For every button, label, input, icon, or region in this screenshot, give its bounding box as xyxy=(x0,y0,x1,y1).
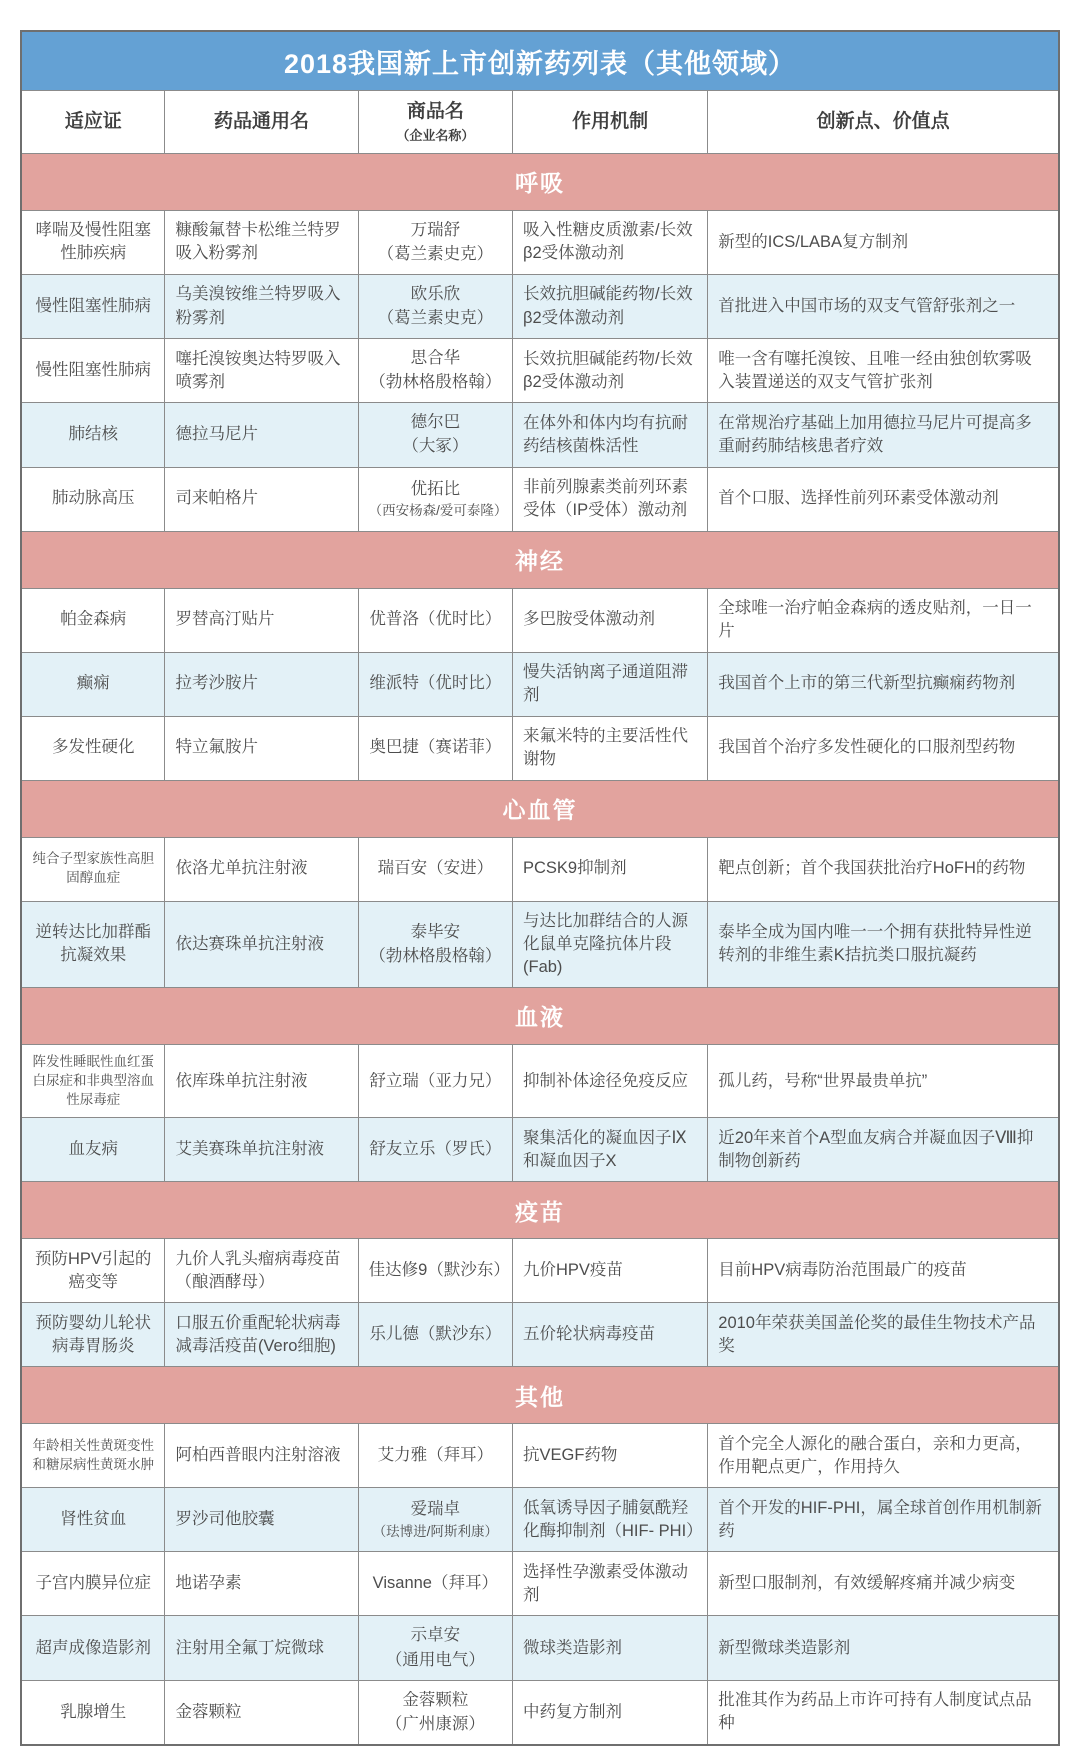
column-header-label: 药品通用名 xyxy=(214,110,310,132)
indication-cell: 肾性贫血 xyxy=(22,1487,164,1551)
brand-name: 艾力雅（拜耳） xyxy=(377,1446,494,1465)
indication-cell: 慢性阻塞性肺病 xyxy=(22,338,164,402)
table-row xyxy=(22,837,1058,901)
generic-name-cell: 乌美溴铵维兰特罗吸入粉雾剂 xyxy=(164,274,357,338)
generic-name-cell: 罗替高汀贴片 xyxy=(164,588,357,652)
column-header-label: 商品名 xyxy=(406,101,464,122)
innovative-drugs-table xyxy=(20,30,1060,1746)
mechanism-cell: 长效抗胆碱能药物/长效β2受体激动剂 xyxy=(512,274,707,338)
indication-cell: 阵发性睡眠性血红蛋白尿症和非典型溶血性尿毒症 xyxy=(22,1044,164,1118)
innovation-cell: 在常规治疗基础上加用德拉马尼片可提高多重耐药肺结核患者疗效 xyxy=(707,402,1058,466)
innovation-cell: 目前HPV病毒防治范围最广的疫苗 xyxy=(707,1238,1058,1302)
generic-name-cell: 依达赛珠单抗注射液 xyxy=(164,901,357,987)
innovation-cell: 新型的ICS/LABA复方制剂 xyxy=(707,210,1058,274)
generic-name-cell: 特立氟胺片 xyxy=(164,716,357,780)
mechanism-cell: 中药复方制剂 xyxy=(512,1680,707,1744)
brand-name-cell xyxy=(358,901,512,987)
brand-name: 示卓安 xyxy=(410,1626,461,1645)
generic-name-cell: 噻托溴铵奥达特罗吸入喷雾剂 xyxy=(164,338,357,402)
brand-name: 欧乐欣 xyxy=(410,284,461,303)
company-name: （勃林格殷格翰） xyxy=(369,946,502,965)
brand-name-cell xyxy=(358,467,512,531)
innovation-cell: 孤儿药，号称“世界最贵单抗” xyxy=(707,1044,1058,1118)
innovation-cell: 新型微球类造影剂 xyxy=(707,1615,1058,1679)
brand-name: 舒立瑞（亚力兄） xyxy=(369,1071,502,1090)
generic-name-cell: 依库珠单抗注射液 xyxy=(164,1044,357,1118)
indication-cell: 慢性阻塞性肺病 xyxy=(22,274,164,338)
mechanism-cell: 在体外和体内均有抗耐药结核菌株活性 xyxy=(512,402,707,466)
generic-name-cell: 金蓉颗粒 xyxy=(164,1680,357,1744)
generic-name-cell: 口服五价重配轮状病毒减毒活疫苗(Vero细胞) xyxy=(164,1302,357,1366)
brand-name: 优普洛（优时比） xyxy=(369,610,502,629)
section-header-心血管: 心血管 xyxy=(22,780,1058,837)
brand-name-cell xyxy=(358,274,512,338)
table-row xyxy=(22,467,1058,531)
innovation-cell: 全球唯一治疗帕金森病的透皮贴剂，一日一片 xyxy=(707,588,1058,652)
section-header-血液: 血液 xyxy=(22,987,1058,1044)
table-row xyxy=(22,1117,1058,1181)
brand-name-cell xyxy=(358,1680,512,1744)
mechanism-cell: 吸入性糖皮质激素/长效β2受体激动剂 xyxy=(512,210,707,274)
column-header xyxy=(707,90,1058,153)
table-row xyxy=(22,1238,1058,1302)
column-header-row xyxy=(22,90,1058,153)
brand-name-cell xyxy=(358,1487,512,1551)
indication-cell: 逆转达比加群酯抗凝效果 xyxy=(22,901,164,987)
brand-name-cell xyxy=(358,1238,512,1302)
section-header-呼吸: 呼吸 xyxy=(22,153,1058,210)
generic-name-cell: 依洛尤单抗注射液 xyxy=(164,837,357,901)
brand-name: 德尔巴 xyxy=(410,413,461,432)
generic-name-cell: 注射用全氟丁烷微球 xyxy=(164,1615,357,1679)
generic-name-cell: 司来帕格片 xyxy=(164,467,357,531)
indication-cell: 血友病 xyxy=(22,1117,164,1181)
brand-name-cell xyxy=(358,402,512,466)
brand-name-cell xyxy=(358,1117,512,1181)
innovation-cell: 首个完全人源化的融合蛋白，亲和力更高，作用靶点更广，作用持久 xyxy=(707,1423,1058,1487)
indication-cell: 多发性硬化 xyxy=(22,716,164,780)
generic-name-cell: 拉考沙胺片 xyxy=(164,652,357,716)
mechanism-cell: 与达比加群结合的人源化鼠单克隆抗体片段(Fab) xyxy=(512,901,707,987)
brand-name: 优拓比 xyxy=(410,479,461,498)
innovation-cell: 我国首个治疗多发性硬化的口服剂型药物 xyxy=(707,716,1058,780)
indication-cell: 帕金森病 xyxy=(22,588,164,652)
table-row xyxy=(22,1044,1058,1118)
brand-name: 佳达修9（默沙东） xyxy=(368,1261,510,1280)
brand-name: 维派特（优时比） xyxy=(369,674,502,693)
generic-name-cell: 糠酸氟替卡松维兰特罗吸入粉雾剂 xyxy=(164,210,357,274)
brand-name: 舒友立乐（罗氏） xyxy=(369,1140,502,1159)
indication-cell: 哮喘及慢性阻塞性肺疾病 xyxy=(22,210,164,274)
generic-name-cell: 艾美赛珠单抗注射液 xyxy=(164,1117,357,1181)
company-name: （葛兰素史克） xyxy=(377,244,494,263)
brand-name-cell xyxy=(358,837,512,901)
mechanism-cell: 来氟米特的主要活性代谢物 xyxy=(512,716,707,780)
table-row xyxy=(22,210,1058,274)
innovation-cell: 靶点创新；首个我国获批治疗HoFH的药物 xyxy=(707,837,1058,901)
column-header xyxy=(512,90,707,153)
innovation-cell: 泰毕全成为国内唯一一个拥有获批特异性逆转剂的非维生素K拮抗类口服抗凝药 xyxy=(707,901,1058,987)
brand-name: 万瑞舒 xyxy=(410,220,461,239)
indication-cell: 癫痫 xyxy=(22,652,164,716)
brand-name-cell xyxy=(358,716,512,780)
indication-cell: 子宫内膜异位症 xyxy=(22,1551,164,1615)
column-header xyxy=(22,90,164,153)
column-header xyxy=(164,90,357,153)
column-header-label: 作用机制 xyxy=(572,110,649,132)
brand-name: 思合华 xyxy=(410,349,461,368)
mechanism-cell: 抑制补体途径免疫反应 xyxy=(512,1044,707,1118)
brand-name: 瑞百安（安进） xyxy=(377,859,494,878)
indication-cell: 预防HPV引起的癌变等 xyxy=(22,1238,164,1302)
table-row xyxy=(22,1680,1058,1744)
table-row xyxy=(22,338,1058,402)
column-header xyxy=(358,90,512,153)
brand-name-cell xyxy=(358,338,512,402)
generic-name-cell: 地诺孕素 xyxy=(164,1551,357,1615)
brand-name-cell xyxy=(358,588,512,652)
column-header-label: 创新点、价值点 xyxy=(816,110,950,132)
mechanism-cell: 九价HPV疫苗 xyxy=(512,1238,707,1302)
brand-name-cell xyxy=(358,210,512,274)
innovation-cell: 首个开发的HIF-PHI，属全球首创作用机制新药 xyxy=(707,1487,1058,1551)
generic-name-cell: 罗沙司他胶囊 xyxy=(164,1487,357,1551)
innovation-cell: 2010年荣获美国盖伦奖的最佳生物技术产品奖 xyxy=(707,1302,1058,1366)
brand-name: 金蓉颗粒 xyxy=(402,1690,469,1709)
mechanism-cell: 抗VEGF药物 xyxy=(512,1423,707,1487)
table-row xyxy=(22,1302,1058,1366)
table-row xyxy=(22,274,1058,338)
brand-name: 乐儿德（默沙东） xyxy=(369,1325,502,1344)
innovation-cell: 我国首个上市的第三代新型抗癫痫药物剂 xyxy=(707,652,1058,716)
innovation-cell: 批准其作为药品上市许可持有人制度试点品种 xyxy=(707,1680,1058,1744)
table-row xyxy=(22,588,1058,652)
table-title: 2018我国新上市创新药列表（其他领域） xyxy=(22,32,1058,90)
brand-name: 泰毕安 xyxy=(410,922,461,941)
company-name: （勃林格殷格翰） xyxy=(369,373,502,392)
brand-name: 爱瑞卓 xyxy=(410,1500,461,1519)
indication-cell: 年龄相关性黄斑变性和糖尿病性黄斑水肿 xyxy=(22,1423,164,1487)
brand-name-cell xyxy=(358,1044,512,1118)
section-header-其他: 其他 xyxy=(22,1366,1058,1423)
brand-name: 奥巴捷（赛诺菲） xyxy=(369,738,502,757)
column-header-label: 适应证 xyxy=(64,110,122,132)
table-row xyxy=(22,1551,1058,1615)
indication-cell: 预防婴幼儿轮状病毒胃肠炎 xyxy=(22,1302,164,1366)
table-row xyxy=(22,1423,1058,1487)
indication-cell: 肺结核 xyxy=(22,402,164,466)
brand-name-cell xyxy=(358,1423,512,1487)
mechanism-cell: 微球类造影剂 xyxy=(512,1615,707,1679)
innovation-cell: 近20年来首个A型血友病合并凝血因子Ⅷ抑制物创新药 xyxy=(707,1117,1058,1181)
indication-cell: 纯合子型家族性高胆固醇血症 xyxy=(22,837,164,901)
mechanism-cell: 长效抗胆碱能药物/长效β2受体激动剂 xyxy=(512,338,707,402)
innovation-cell: 新型口服制剂，有效缓解疼痛并减少病变 xyxy=(707,1551,1058,1615)
innovation-cell: 唯一含有噻托溴铵、且唯一经由独创软雾吸入装置递送的双支气管扩张剂 xyxy=(707,338,1058,402)
innovation-cell: 首批进入中国市场的双支气管舒张剂之一 xyxy=(707,274,1058,338)
column-header-sublabel: （企业名称） xyxy=(396,127,475,143)
company-name: （广州康源） xyxy=(385,1714,485,1733)
innovation-cell: 首个口服、选择性前列环素受体激动剂 xyxy=(707,467,1058,531)
table-row xyxy=(22,402,1058,466)
mechanism-cell: 聚集活化的凝血因子Ⅸ和凝血因子X xyxy=(512,1117,707,1181)
company-name: （通用电气） xyxy=(385,1650,485,1669)
table-row xyxy=(22,901,1058,987)
mechanism-cell: PCSK9抑制剂 xyxy=(512,837,707,901)
company-name: （大冢） xyxy=(402,437,469,456)
brand-name-cell xyxy=(358,1551,512,1615)
mechanism-cell: 低氧诱导因子脯氨酰羟化酶抑制剂（HIF- PHI） xyxy=(512,1487,707,1551)
table-row xyxy=(22,1487,1058,1551)
table-row xyxy=(22,652,1058,716)
table-body xyxy=(22,153,1058,1744)
company-name: （珐博进/阿斯利康） xyxy=(372,1523,498,1539)
section-header-神经: 神经 xyxy=(22,531,1058,588)
table-row xyxy=(22,716,1058,780)
section-header-疫苗: 疫苗 xyxy=(22,1181,1058,1238)
mechanism-cell: 五价轮状病毒疫苗 xyxy=(512,1302,707,1366)
generic-name-cell: 阿柏西普眼内注射溶液 xyxy=(164,1423,357,1487)
brand-name-cell xyxy=(358,1615,512,1679)
table-row xyxy=(22,1615,1058,1679)
generic-name-cell: 九价人乳头瘤病毒疫苗（酿酒酵母） xyxy=(164,1238,357,1302)
mechanism-cell: 慢失活钠离子通道阻滞剂 xyxy=(512,652,707,716)
brand-name-cell xyxy=(358,1302,512,1366)
mechanism-cell: 选择性孕激素受体激动剂 xyxy=(512,1551,707,1615)
brand-name-cell xyxy=(358,652,512,716)
indication-cell: 肺动脉高压 xyxy=(22,467,164,531)
indication-cell: 超声成像造影剂 xyxy=(22,1615,164,1679)
company-name: （西安杨森/爱可泰隆） xyxy=(368,502,508,518)
company-name: （葛兰素史克） xyxy=(377,309,494,328)
generic-name-cell: 德拉马尼片 xyxy=(164,402,357,466)
mechanism-cell: 非前列腺素类前列环素受体（IP受体）激动剂 xyxy=(512,467,707,531)
brand-name: Visanne（拜耳） xyxy=(372,1574,498,1593)
indication-cell: 乳腺增生 xyxy=(22,1680,164,1744)
mechanism-cell: 多巴胺受体激动剂 xyxy=(512,588,707,652)
